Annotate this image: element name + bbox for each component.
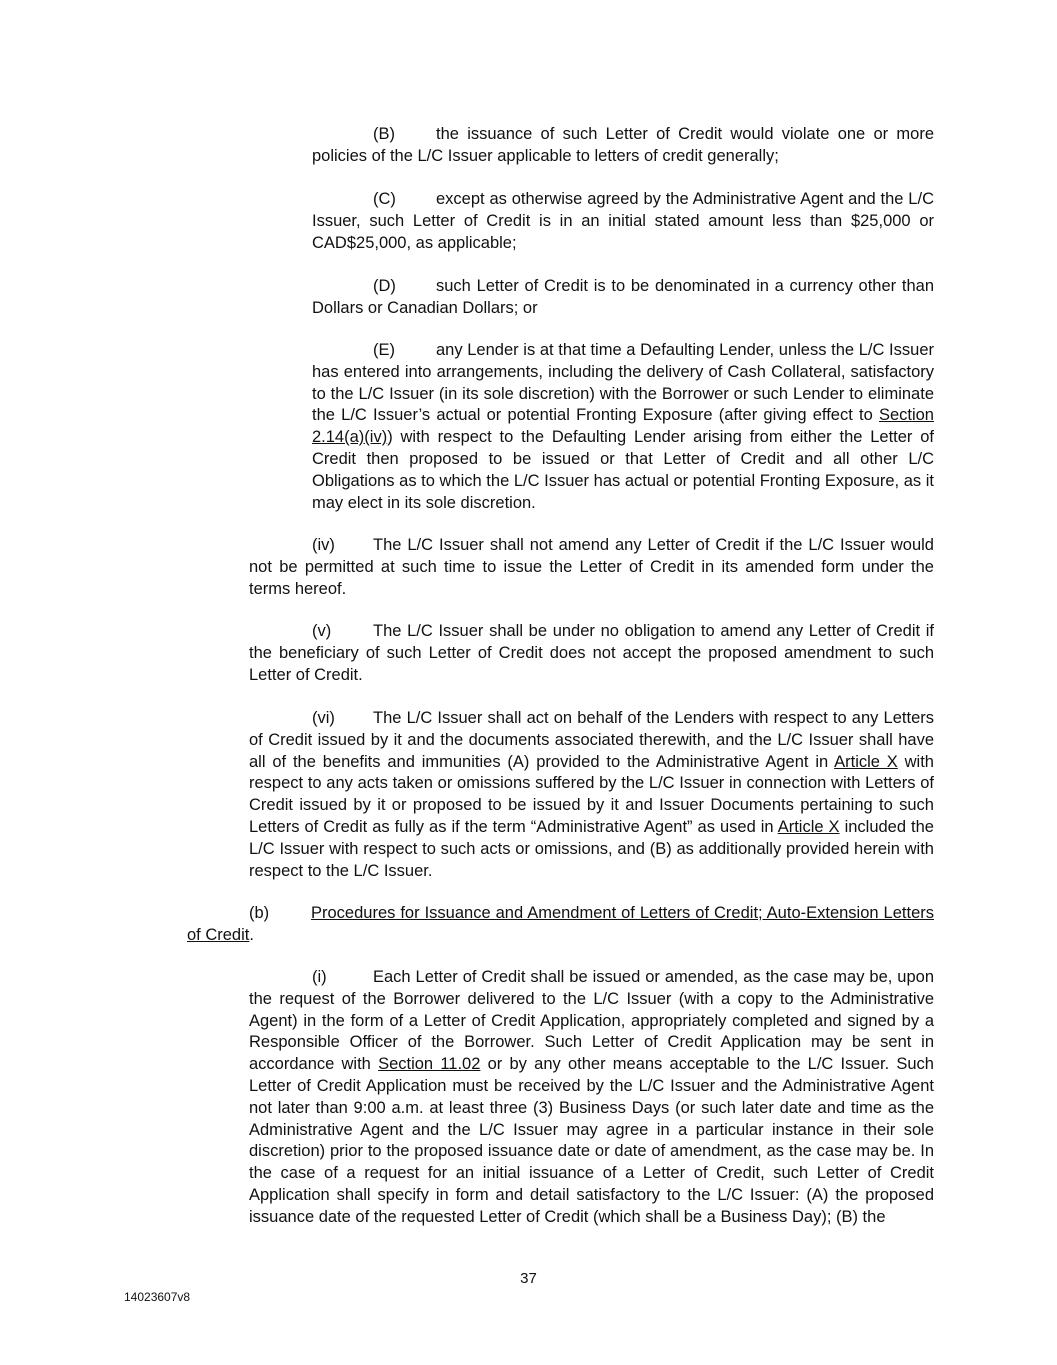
clause-label: (iv): [312, 536, 335, 554]
article-reference-link: Article X: [834, 752, 898, 771]
clause-d: [312, 276, 934, 320]
clause-vi: [249, 708, 934, 882]
article-reference-link: Article X: [777, 817, 840, 836]
clause-text: the issuance of such Letter of Credit would violate one or more policies of the L/C Issuer applicable to letters of credit generally;: [312, 125, 934, 165]
clause-label: (D): [373, 277, 396, 295]
clause-iv: [249, 535, 934, 600]
clause-b: [312, 124, 934, 168]
clause-text: or by any other means acceptable to the L/C Issuer. Such Letter of Credit Application must be received by the L/C Issuer and the Administrative Agent not later than 9:00 a.m. at least three (3) Business Days (or such later date and time as the Administrative Agent and the L/C Issuer may agree in a particular instance in their sole discretion) prior to the proposed issuance date or date of amendment, as the case may be. In the case of a request for an initial issuance of a Letter of Credit, such Letter of Credit Application shall specify in form and detail satisfactory to the L/C Issuer: (A) the proposed issuance date of the requested Letter of Credit (which shall be a Business Day); (B) the: [249, 1055, 934, 1226]
clause-label: (v): [312, 622, 332, 640]
clause-text: ) with respect to the Defaulting Lender arising from either the Letter of Credit then proposed to be issued or that Letter of Credit and all other L/C Obligations as to which the L/C Issuer has actual or potential Fronting Exposure, as it may elect in its sole discretion.: [312, 428, 934, 512]
clause-text: included the L/C Issuer with respect to such acts or omissions, and (B) as additionally provided herein with respect to the L/C Issuer.: [249, 817, 934, 880]
clause-label: (C): [373, 190, 396, 208]
clause-text: except as otherwise agreed by the Administrative Agent and the L/C Issuer, such Letter of Credit is in an initial stated amount less than $25,000 or CAD$25,000, as applicable;: [312, 190, 934, 252]
heading-period: .: [249, 925, 254, 944]
document-id: 14023607v8: [124, 1290, 191, 1304]
clause-text: with respect to any acts taken or omissions suffered by the L/C Issuer in connection with Letters of Credit issued by it or proposed to be issued by it and Issuer Documents pertaining to such Letters of Credit as fully as if the term “Administrative Agent” as used in: [249, 752, 934, 836]
page-number: 37: [520, 1270, 537, 1287]
section-reference-link: Section 11.02: [378, 1055, 481, 1074]
section-label: (b): [249, 904, 270, 922]
clause-text: such Letter of Credit is to be denominated in a currency other than Dollars or Canadian Dollars; or: [312, 277, 934, 317]
section-reference-link: Section 2.14(a)(iv): [312, 406, 934, 447]
clause-text: any Lender is at that time a Defaulting Lender, unless the L/C Issuer has entered into arrangements, including the delivery of Cash Collateral, satisfactory to the L/C Issuer (in its sole discretion) with the Borrower or such Lender to eliminate the L/C Issuer’s actual or potential Fronting Exposure (after giving effect to: [312, 341, 934, 425]
clause-c: [312, 189, 934, 254]
clause-text: The L/C Issuer shall be under no obligation to amend any Letter of Credit if the beneficiary of such Letter of Credit does not accept the proposed amendment to such Letter of Credit.: [249, 622, 934, 684]
clause-text: The L/C Issuer shall not amend any Letter of Credit if the L/C Issuer would not be permitted at such time to issue the Letter of Credit in its amended form under the terms hereof.: [249, 536, 934, 598]
clause-i: [249, 967, 934, 1229]
clause-label: (vi): [312, 709, 335, 727]
clause-label: (i): [312, 968, 327, 986]
clause-label: (B): [373, 125, 395, 143]
clause-text: Each Letter of Credit shall be issued or amended, as the case may be, upon the request of the Borrower delivered to the L/C Issuer (with a copy to the Administrative Agent) in the form of a Letter of Credit Application, appropriately completed and signed by a Responsible Officer of the Borrower. Such Letter of Credit Application may be sent in accordance with: [249, 968, 934, 1074]
section-b-heading: [187, 903, 934, 947]
section-heading: Procedures for Issuance and Amendment of Letters of Credit; Auto-Extension Letters of Credit: [187, 904, 934, 944]
clause-e: [312, 340, 934, 514]
clause-v: [249, 621, 934, 686]
clause-text: The L/C Issuer shall act on behalf of the Lenders with respect to any Letters of Credit issued by it and the documents associated therewith, and the L/C Issuer shall have all of the benefits and immunities (A) provided to the Administrative Agent in: [249, 709, 934, 771]
clause-label: (E): [373, 341, 395, 359]
